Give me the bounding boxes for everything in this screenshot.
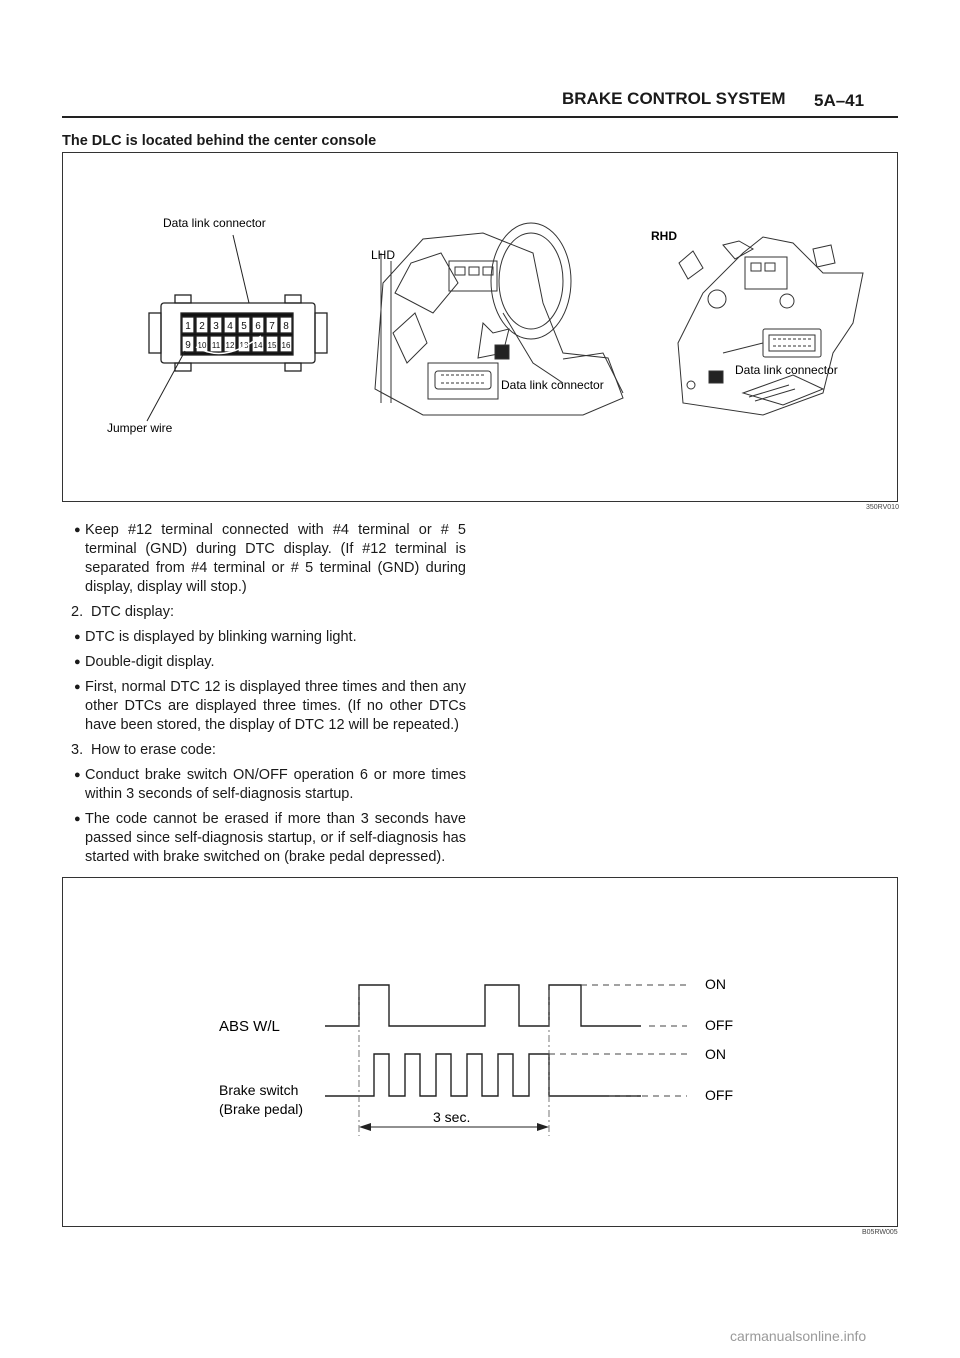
bullet-icon: ● [74, 813, 81, 825]
list-item: ● DTC is displayed by blinking warning light. [74, 629, 357, 645]
arrow-left-icon [359, 1123, 371, 1131]
pin-number: 13 [239, 341, 249, 350]
list-item: ● The code cannot be erased if more than 3 seconds have passed since self-diagnosis startup, or if self-diagnosis has started with brake switched on (brake pedal depressed). [74, 811, 466, 865]
abs-off-label: OFF [705, 1017, 733, 1033]
pin-number: 3 [213, 321, 219, 332]
connector-closeup [149, 295, 327, 371]
jumper-wire-label: Jumper wire [107, 421, 173, 435]
bullet-icon: ● [74, 656, 81, 668]
page-number: 5A–41 [814, 91, 865, 110]
list-item: ● First, normal DTC 12 is displayed three times and then any other DTCs are displayed three times. (If no other DTCs have been stored, the display of DTC 12 will be repeated.) [74, 679, 466, 733]
pin-number: 12 [225, 341, 235, 350]
dlc-location-illustration [63, 153, 897, 501]
lhd-label: LHD [371, 248, 396, 262]
timing-diagram-figure [62, 877, 898, 1227]
list-item: ● Double-digit display. [74, 654, 215, 670]
abs-on-label: ON [705, 976, 726, 992]
bullet-icon: ● [74, 681, 81, 693]
step-heading: 2. DTC display: [71, 604, 174, 620]
pin-number: 1 [185, 321, 191, 332]
dlc-location-figure [62, 152, 898, 502]
brake-pedal-label: (Brake pedal) [219, 1101, 304, 1117]
abs-wl-label: ABS W/L [219, 1018, 280, 1035]
pin-number: 10 [197, 341, 207, 350]
brake-off-label: OFF [705, 1087, 733, 1103]
rhd-connector-label: Data link connector [735, 363, 838, 377]
brake-switch-waveform [325, 1054, 641, 1096]
figure2-id: B05RW005 [862, 1229, 898, 1236]
instructions [71, 521, 466, 873]
rhd-dashboard-illustration [678, 237, 863, 415]
bullet-icon: ● [74, 524, 81, 536]
abs-wl-waveform [325, 985, 641, 1026]
brake-on-label: ON [705, 1046, 726, 1062]
rhd-label: RHD [651, 229, 677, 243]
pin-number: 5 [241, 321, 247, 332]
lhd-connector-label: Data link connector [501, 378, 604, 392]
section-heading: The DLC is located behind the center console [62, 133, 377, 149]
pin-number: 11 [211, 341, 221, 350]
pin-number: 4 [227, 321, 233, 332]
pin-number: 6 [255, 321, 261, 332]
pin-number: 2 [199, 321, 205, 332]
pin-number: 15 [267, 341, 277, 350]
watermark: carmanualsonline.info [730, 1328, 867, 1344]
timing-diagram [63, 878, 897, 1226]
brake-switch-label: Brake switch [219, 1082, 299, 1098]
pin-number: 7 [269, 321, 275, 332]
bullet-icon: ● [74, 631, 81, 643]
header-rule [62, 116, 898, 118]
arrow-right-icon [537, 1123, 549, 1131]
figure1-id: 350RV010 [866, 504, 899, 511]
data-link-connector-label: Data link connector [163, 216, 266, 230]
pin-number: 8 [283, 321, 289, 332]
pin-number: 14 [253, 341, 263, 350]
step-heading: 3. How to erase code: [71, 742, 216, 758]
pin-number: 16 [281, 341, 291, 350]
duration-label: 3 sec. [433, 1109, 471, 1125]
pin-number: 9 [185, 340, 191, 351]
section-title: BRAKE CONTROL SYSTEM [562, 89, 786, 108]
list-item: ● Conduct brake switch ON/OFF operation 6 or more times within 3 seconds of self-diagnosis startup. [74, 767, 466, 802]
list-item: ● Keep #12 terminal connected with #4 terminal or # 5 terminal (GND) during DTC display. (If #12 terminal is separated from #4 terminal or # 5 terminal (GND) during display, display will stop.) [74, 522, 466, 595]
bullet-icon: ● [74, 769, 81, 781]
